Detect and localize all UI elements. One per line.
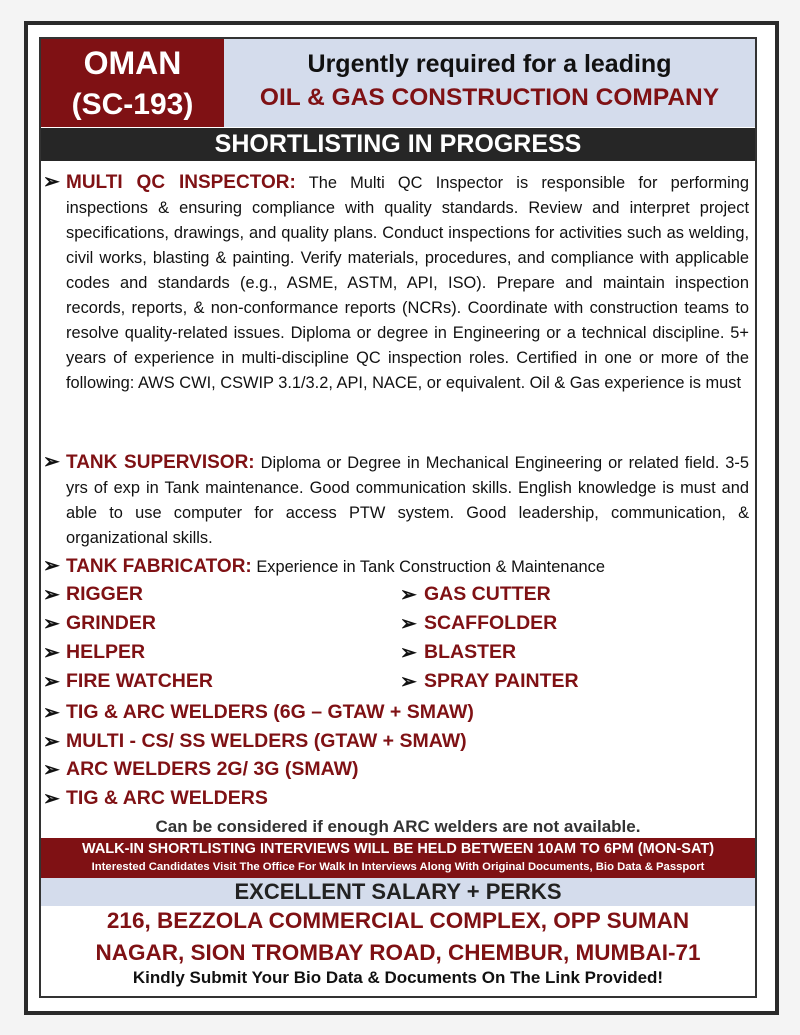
arrow-bullet-icon: ➢ (43, 171, 60, 193)
job-welder: ARC WELDERS 2G/ 3G (SMAW) (66, 758, 359, 780)
arrow-bullet-icon: ➢ (43, 584, 60, 606)
tank-fabricator-title: TANK FABRICATOR: (66, 556, 252, 577)
job-blaster: BLASTER (424, 641, 517, 663)
tank-supervisor-desc: Diploma or Degree in Mechanical Engineering or related field. 3-5 yrs of exp in Tank maintenance. Good communication skills. English knowledge is must and able to use computer for access PTW system. Good leadership, communication, & organizational skills. (66, 454, 749, 547)
address-line-1: 216, BEZZOLA COMMERCIAL COMPLEX, OPP SUMAN (106, 908, 690, 933)
walkin-schedule: WALK-IN SHORTLISTING INTERVIEWS WILL BE HELD BETWEEN 10AM TO 6PM (MON-SAT) (81, 841, 715, 857)
shortlisting-banner: SHORTLISTING IN PROGRESS (41, 128, 755, 161)
qc-inspector-desc: The Multi QC Inspector is responsible for performing inspections & ensuring compliance with quality standards. Review and interpret project specifications, drawings, and quality plans. Conduct inspections for activities such as welding, civil works, blasting & painting. Verify materials, procedures, and compliance with applicable codes and standards (e.g., ASME, ASTM, API, ISO). Prepare and maintain inspection records, reports, & non-conformance reports (NCRs). Coordinate with construction teams to resolve quality-related issues. Diploma or degree in Engineering or a technical discipline. 5+ years of experience in multi-discipline QC inspection roles. Certified in one or more of the following: AWS CWI, CSWIP 3.1/3.2, API, NACE, or equivalent. Oil & Gas experience is must (66, 174, 749, 392)
job-helper: HELPER (66, 641, 146, 663)
submit-instruction: Kindly Submit Your Bio Data & Documents On The Link Provided! (132, 968, 664, 987)
qc-inspector-title: MULTI QC INSPECTOR: (66, 172, 296, 193)
walkin-banner (41, 838, 755, 878)
header-country-box (41, 39, 224, 127)
header-company-box (224, 39, 755, 127)
job-welder: MULTI - CS/ SS WELDERS (GTAW + SMAW) (66, 730, 467, 752)
arrow-bullet-icon: ➢ (43, 788, 60, 810)
arrow-bullet-icon: ➢ (43, 731, 60, 753)
job-grinder: GRINDER (66, 612, 156, 634)
job-fire-watcher: FIRE WATCHER (66, 670, 213, 692)
arrow-bullet-icon: ➢ (400, 642, 417, 664)
job-welder: TIG & ARC WELDERS (66, 787, 268, 809)
arrow-bullet-icon: ➢ (43, 642, 60, 664)
job-rigger: RIGGER (66, 583, 143, 605)
salary-banner: EXCELLENT SALARY + PERKS (41, 878, 755, 906)
job-welder: TIG & ARC WELDERS (6G – GTAW + SMAW) (66, 701, 474, 723)
welder-note: Can be considered if enough ARC welders are not available. (155, 817, 641, 836)
arrow-bullet-icon: ➢ (43, 555, 60, 577)
arrow-bullet-icon: ➢ (43, 613, 60, 635)
tank-fabricator-block (66, 554, 749, 580)
walkin-instructions: Interested Candidates Visit The Office For Walk In Interviews Along With Original Documents, Bio Data & Passport (91, 861, 705, 873)
qc-inspector-block (66, 170, 749, 396)
job-spray-painter: SPRAY PAINTER (424, 670, 579, 692)
arrow-bullet-icon: ➢ (43, 759, 60, 781)
arrow-bullet-icon: ➢ (400, 584, 417, 606)
arrow-bullet-icon: ➢ (43, 451, 60, 473)
job-scaffolder: SCAFFOLDER (424, 612, 558, 634)
country-label: OMAN (83, 45, 182, 81)
tank-supervisor-block (66, 450, 749, 551)
arrow-bullet-icon: ➢ (400, 671, 417, 693)
tank-fabricator-desc: Experience in Tank Construction & Maintenance (251, 558, 605, 576)
address-line-2: NAGAR, SION TROMBAY ROAD, CHEMBUR, MUMBAI-71 (95, 940, 701, 965)
tank-supervisor-title: TANK SUPERVISOR: (66, 452, 255, 473)
arrow-bullet-icon: ➢ (43, 671, 60, 693)
job-gas-cutter: GAS CUTTER (424, 583, 551, 605)
arrow-bullet-icon: ➢ (43, 702, 60, 724)
header-company: OIL & GAS CONSTRUCTION COMPANY (259, 84, 720, 111)
header-subtitle: Urgently required for a leading (307, 50, 672, 78)
arrow-bullet-icon: ➢ (400, 613, 417, 635)
ad-code: (SC-193) (71, 88, 194, 121)
